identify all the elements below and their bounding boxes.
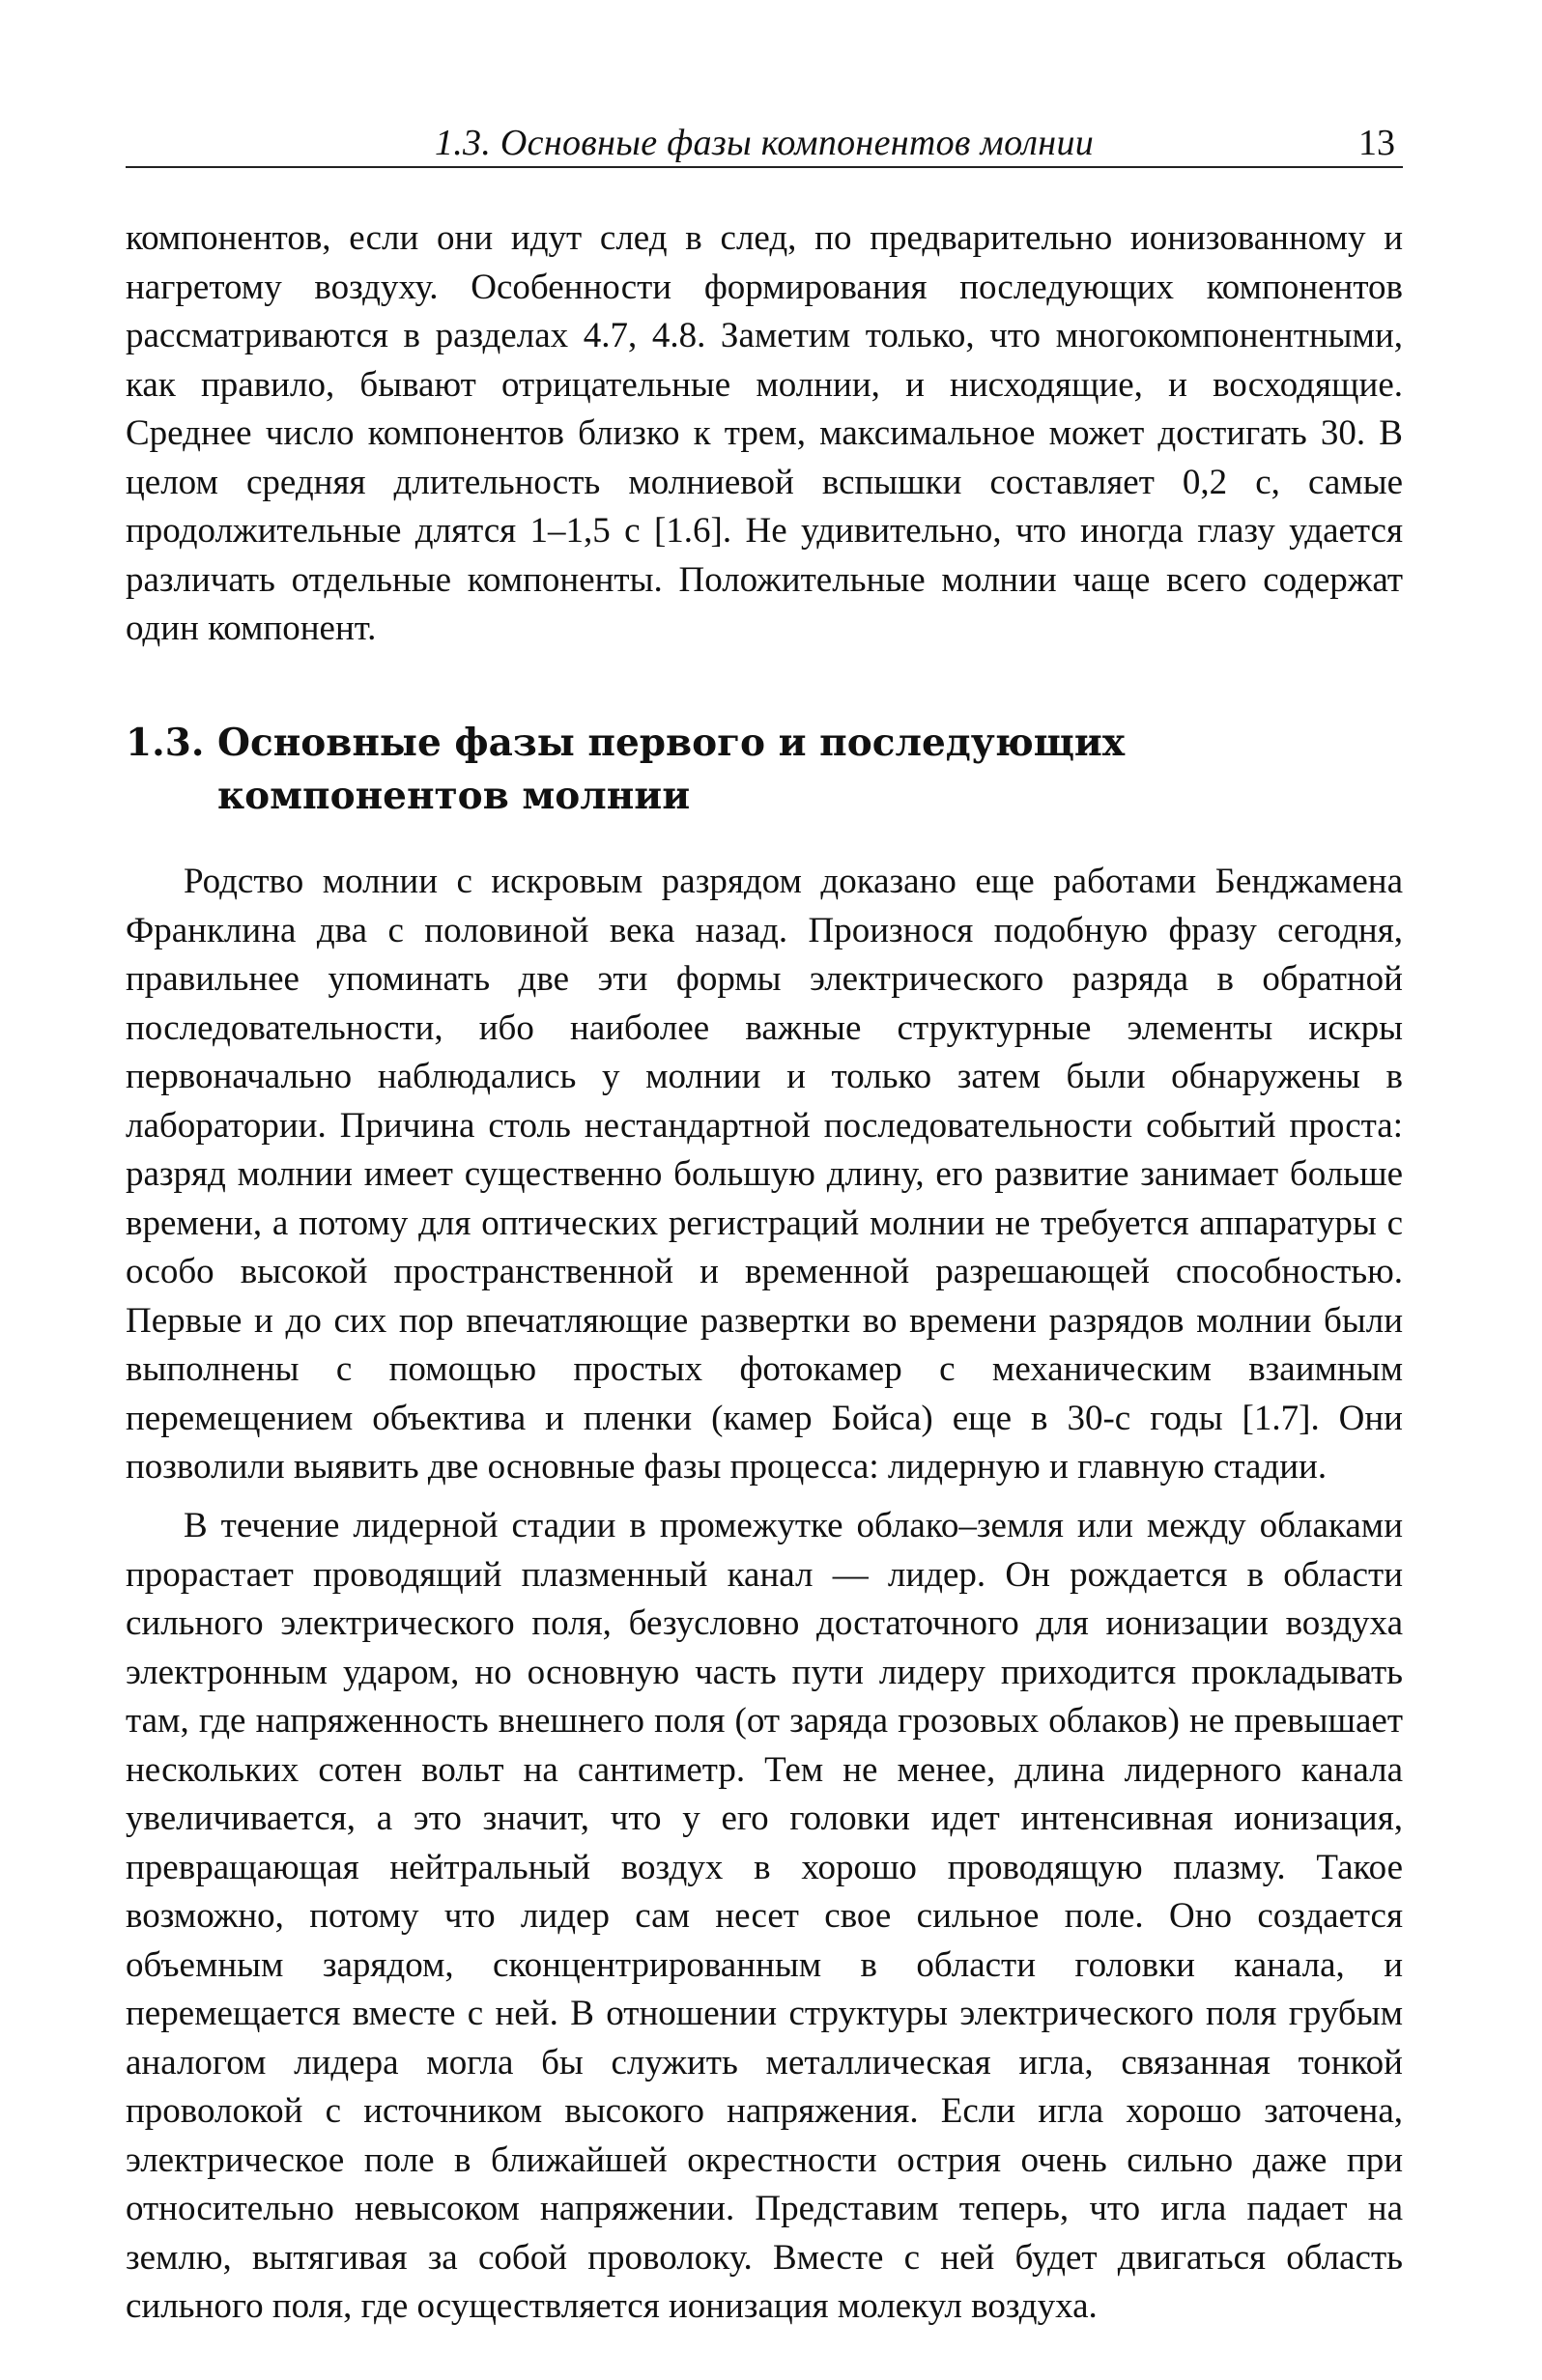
running-title: 1.3. Основные фазы компонентов молнии: [434, 123, 1095, 163]
paragraph-3: В течение лидерной стадии в промежутке облако–земля или между облаками прорастает проводящий плазменный канал — лидер. Он рождается в области сильного электрического поля, безусловно достаточного для ионизации воздуха электронным ударом, но основную часть пути лидеру приходится прокладывать там, где напряженность внешнего поля (от заряда грозовых облаков) не превышает нескольких сотен вольт на сантиметр. Тем не менее, длина лидерного канала увеличивается, а это значит, что у его головки идет интенсивная ионизация, превращающая нейтральный воздух в хорошо проводящую плазму. Такое возможно, потому что лидер сам несет свое сильное поле. Оно создается объемным зарядом, сконцентрированным в области головки канала, и перемещается вместе с ней. В отношении структуры электрического поля грубым аналогом лидера могла бы служить металлическая игла, связанная тонкой проволокой с источником высокого напряжения. Если игла хорошо заточена, электрическое поле в ближайшей окрестности острия очень сильно даже при относительно невысоком напряжении. Представим теперь, что игла падает на землю, вытягивая за собой проволоку. Вместе с ней будет двигаться область сильного поля, где осуществляется ионизация молекул воздуха.: [126, 1506, 1403, 2326]
section-title-line-2: компонентов молнии: [217, 774, 691, 818]
page-number: 13: [1358, 123, 1395, 163]
section-heading-line-1: [126, 717, 1403, 770]
section-title-line-1: Основные фазы первого и последующих: [217, 721, 1126, 765]
section-number: 1.3.: [126, 721, 205, 765]
running-head: [126, 118, 1403, 168]
paragraph-2: Родство молнии с искровым разрядом доказано еще работами Бенджамена Франклина два с половиной века назад. Произнося подобную фразу сегодня, правильнее упоминать две эти формы электрического разряда в обратной последовательности, ибо наиболее важные структурные элементы искры первоначально наблюдались у молнии и только затем были обнаружены в лаборатории. Причина столь нестандартной последовательности событий проста: разряд молнии имеет существенно большую длину, его развитие занимает больше времени, а потому для оптических регистраций молнии не требуется аппаратуры с особо высокой пространственной и временной разрешающей способностью. Первые и до сих пор впечатляющие развертки во времени разрядов молнии были выполнены с помощью простых фотокамер с механическим взаимным перемещением объектива и пленки (камер Бойса) еще в 30-с годы [1.7]. Они позволили выявить две основные фазы процесса: лидерную и главную стадии.: [126, 862, 1403, 1487]
paragraph-1: компонентов, если они идут след в след, по предварительно ионизованному и нагретому воздуху. Особенности формирования последующих компонентов рассматриваются в разделах 4.7, 4.8. Заметим только, что многокомпонентными, как правило, бывают отрицательные молнии, и нисходящие, и восходящие. Среднее число компонентов близко к трем, максимальное может достигать 30. В целом средняя длительность молниевой вспышки составляет 0,2 с, самые продолжительные длятся 1–1,5 с [1.6]. Не удивительно, что иногда глазу удается различать отдельные компоненты. Положительные молнии чаще всего содержат один компонент.: [126, 218, 1403, 648]
section-heading: [126, 717, 1403, 823]
